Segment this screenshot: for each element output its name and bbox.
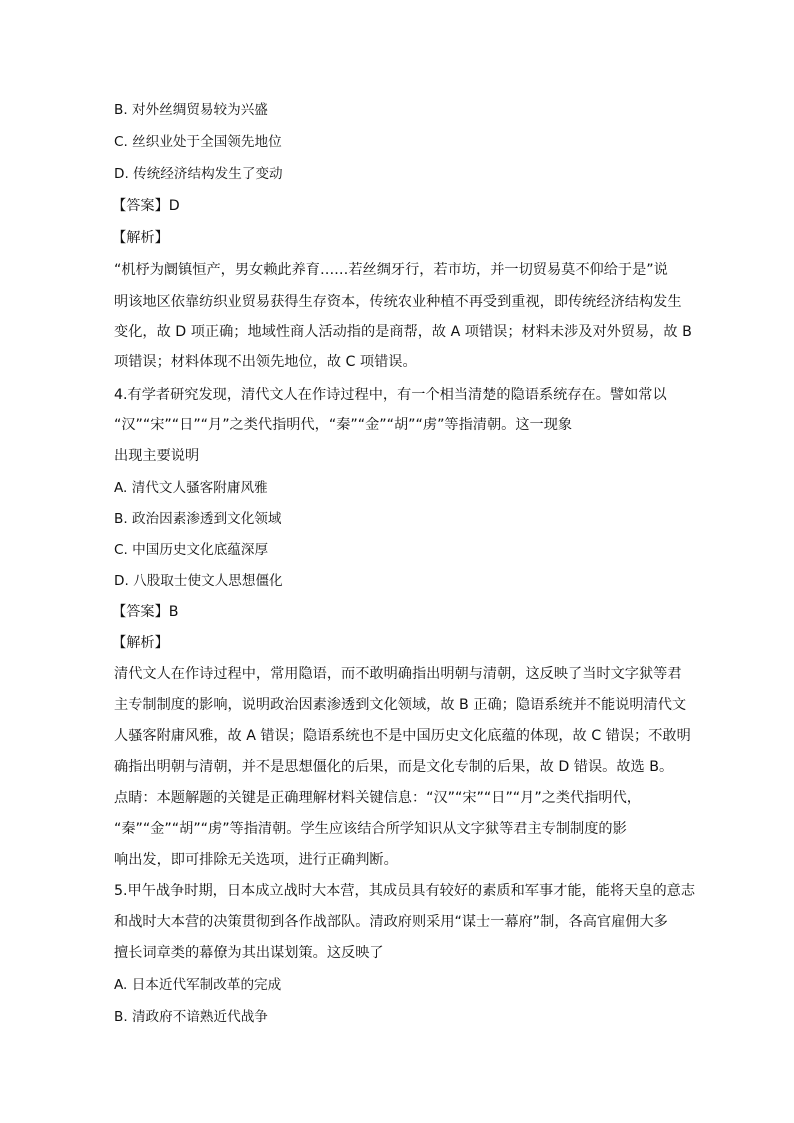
- q5-stem-line: 擅长词章类的幕僚为其出谋划策。这反映了: [114, 945, 384, 961]
- q4-analysis-line: “秦”“金”“胡”“虏”等指清朝。学生应该结合所学知识从文字狱等君主专制制度的影: [114, 821, 627, 837]
- q3-option-b: B. 对外丝绸贸易较为兴盛: [114, 102, 268, 118]
- q4-analysis-line: 确指出明朝与清朝，并不是思想僵化的后果，而是文化专制的后果，故 D 错误。故选 B。: [114, 759, 674, 775]
- q4-analysis-line: 主专制制度的影响，说明政治因素渗透到文化领域，故 B 正确；隐语系统并不能说明清代文: [114, 697, 687, 713]
- q5-option-b: B. 清政府不谙熟近代战争: [114, 1009, 268, 1025]
- q4-option-c: C. 中国历史文化底蕴深厚: [114, 542, 269, 558]
- q4-analysis-line: 点睛：本题解题的关键是正确理解材料关键信息：“汉”“宋”“日”“月”之类代指明代，: [114, 790, 641, 806]
- q5-stem-line: 和战时大本营的决策贯彻到各作战部队。清政府则采用“谋士一幕府”制，各高官雇佣大多: [114, 914, 668, 930]
- q3-analysis-line: “机杼为阛镇恒产，男女赖此养育……若丝绸牙行，若市坊，并一切贸易莫不仰给于是”说: [114, 262, 668, 278]
- q4-option-a: A. 清代文人骚客附庸风雅: [114, 480, 268, 496]
- q3-answer: 【答案】D: [112, 198, 180, 214]
- q4-answer: 【答案】B: [112, 604, 179, 620]
- q4-option-b: B. 政治因素渗透到文化领域: [114, 511, 282, 527]
- q4-analysis-label: 【解析】: [112, 635, 169, 651]
- q4-analysis-line: 清代文人在作诗过程中，常用隐语，而不敢明确指出明朝与清朝，这反映了当时文字狱等君: [114, 666, 682, 682]
- q4-stem-line: 4.有学者研究发现，清代文人在作诗过程中，有一个相当清楚的隐语系统存在。譬如常以: [114, 387, 667, 403]
- q3-option-d: D. 传统经济结构发生了变动: [114, 166, 283, 182]
- q3-option-c: C. 丝织业处于全国领先地位: [114, 134, 282, 150]
- q4-analysis-line: 人骚客附庸风雅，故 A 错误；隐语系统也不是中国历史文化底蕴的体现，故 C 错误；不敢明: [114, 728, 691, 744]
- q4-analysis-line: 响出发，即可排除无关选项，进行正确判断。: [114, 852, 398, 868]
- q3-analysis-line: 明该地区依靠纺织业贸易获得生存资本，传统农业种植不再受到重视，即传统经济结构发生: [114, 294, 682, 310]
- q4-stem-line: “汉”“宋”“日”“月”之类代指明代，“秦”“金”“胡”“虏”等指清朝。这一现象: [114, 417, 573, 433]
- q5-option-a: A. 日本近代军制改革的完成: [114, 977, 282, 993]
- q3-analysis-line: 项错误；材料体现不出领先地位，故 C 项错误。: [114, 354, 417, 370]
- q3-analysis-label: 【解析】: [112, 230, 169, 246]
- q5-stem-line: 5.甲午战争时期，日本成立战时大本营，其成员具有较好的素质和军事才能，能将天皇的意志: [114, 883, 696, 899]
- q4-option-d: D. 八股取士使文人思想僵化: [114, 573, 283, 589]
- q4-stem-line: 出现主要说明: [114, 448, 200, 464]
- q3-analysis-line: 变化，故 D 项正确；地域性商人活动指的是商帮，故 A 项错误；材料未涉及对外贸易，故 B: [114, 324, 692, 340]
